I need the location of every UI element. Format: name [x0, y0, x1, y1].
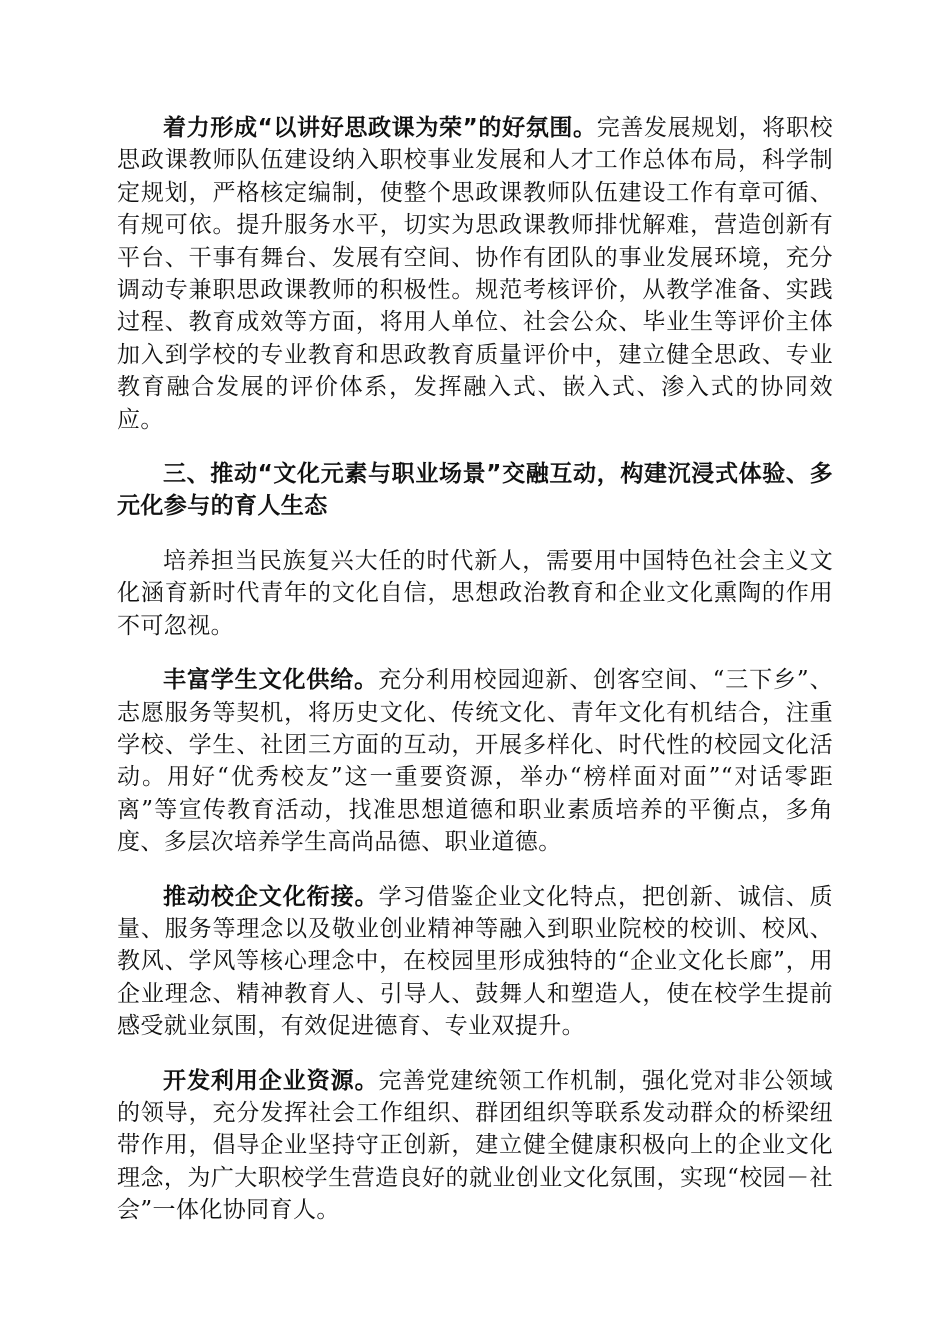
item-body: 学习借鉴企业文化特点，把创新、诚信、质量、服务等理念以及敬业创业精神等融入到职业院校的校训、校风、教风、学风等核心理念中，在校园里形成独特的“企业文化长廊”，用企业理念、精神教育人、引导人、鼓舞人和塑造人，使在校学生提前感受就业氛围，有效促进德育、专业双提升。 — [117, 883, 833, 1040]
item-lead: 丰富学生文化供给。 — [163, 667, 379, 694]
section-heading: 三、推动“文化元素与职业场景”交融互动，构建沉浸式体验、多元化参与的育人生态 — [117, 461, 833, 520]
item-body: 充分利用校园迎新、创客空间、“三下乡”、志愿服务等契机，将历史文化、传统文化、青年文化有机结合，注重学校、学生、社团三方面的互动，开展多样化、时代性的校园文化活动。用好“优秀校友”这一重要资源，举办“榜样面对面”“对话零距离”等宣传教育活动，找准思想道德和职业素质培养的平衡点，多角度、多层次培养学生高尚品德、职业道德。 — [117, 667, 833, 856]
item-school-enterprise — [117, 881, 833, 1043]
item-lead: 开发利用企业资源。 — [163, 1067, 379, 1094]
item-lead: 推动校企文化衔接。 — [163, 883, 379, 910]
item-student-culture — [117, 664, 833, 858]
paragraph-lead: 着力形成“以讲好思政课为荣”的好氛围。 — [163, 115, 597, 141]
document-page — [117, 112, 833, 1227]
paragraph-gap — [117, 436, 833, 458]
paragraph-gap — [117, 859, 833, 881]
section-intro: 培养担当民族复兴大任的时代新人，需要用中国特色社会主义文化涵育新时代青年的文化自信，思想政治教育和企业文化熏陶的作用不可忽视。 — [117, 547, 833, 639]
paragraph-atmosphere — [117, 112, 833, 436]
item-body: 完善党建统领工作机制，强化党对非公领域的领导，充分发挥社会工作组织、群团组织等联系发动群众的桥梁纽带作用，倡导企业坚持守正创新，建立健全健康积极向上的企业文化理念，为广大职校学生营造良好的就业创业文化氛围，实现“校园－社会”一体化协同育人。 — [117, 1067, 833, 1224]
paragraph-gap — [117, 523, 833, 545]
paragraph-gap — [117, 1043, 833, 1065]
item-enterprise-resources — [117, 1065, 833, 1227]
paragraph-gap — [117, 642, 833, 664]
paragraph-body: 完善发展规划，将职校思政课教师队伍建设纳入职校事业发展和人才工作总体布局，科学制定规划，严格核定编制，使整个思政课教师队伍建设工作有章可循、有规可依。提升服务水平，切实为思政课教师排忧解难，营造创新有平台、干事有舞台、发展有空间、协作有团队的事业发展环境，充分调动专兼职思政课教师的积极性。规范考核评价，从教学准备、实践过程、教育成效等方面，将用人单位、社会公众、毕业生等评价主体加入到学校的专业教育和思政教育质量评价中，建立健全思政、专业教育融合发展的评价体系，发挥融入式、嵌入式、渗入式的协同效应。 — [117, 115, 834, 433]
